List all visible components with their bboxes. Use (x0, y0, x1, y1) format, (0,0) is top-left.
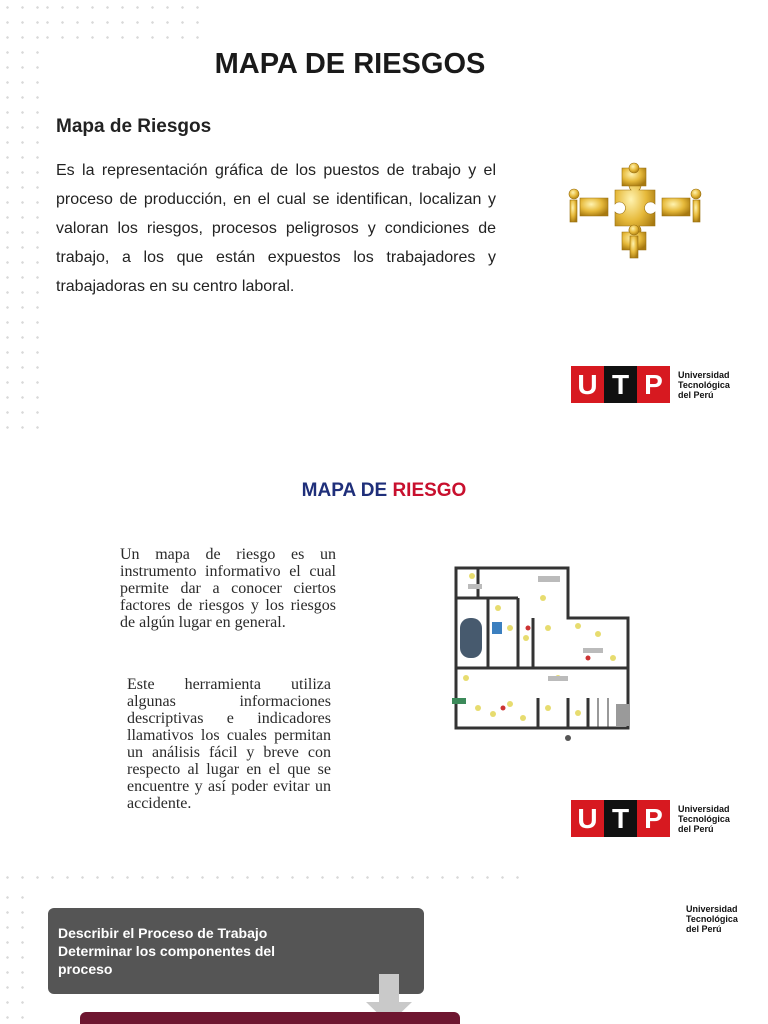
definition-paragraph: Es la representación gráfica de los puestos de trabajo y el proceso de producción, en el cual se identifican, localizan y valoran los riesgos, procesos peligrosos y condiciones de trabajo, a los que están expuestos los trabajadores y trabajadoras en su centro laboral. (56, 162, 496, 295)
next-step-bar (80, 1012, 460, 1024)
slide-title: MAPA DE RIESGOS (214, 48, 486, 80)
tool-paragraph: Este herramienta utiliza algunas informaciones descriptivas e indicadores llamativos los cuales permitan un análisis fácil y breve con respecto al lugar en el que se encuentre y así poder evitar un accidente. (127, 676, 331, 812)
logo-line: Tecnológica (678, 813, 730, 824)
logo-university-name (678, 804, 730, 834)
logo-line: Universidad (678, 369, 730, 380)
logo-line: del Perú (678, 823, 714, 834)
puzzle-people-icon (560, 160, 710, 270)
dot-pattern (40, 0, 200, 40)
logo-university-name (678, 370, 730, 400)
utp-logo (571, 800, 730, 837)
title-part-red: RIESGO (392, 480, 467, 501)
logo-line: Tecnológica (678, 379, 730, 390)
title-part-blue: MAPA DE (301, 480, 388, 501)
logo-line: Tecnológica (686, 914, 738, 924)
logo-line: Universidad (678, 803, 730, 814)
logo-letter-u: U (571, 800, 604, 837)
logo-university-name (686, 904, 738, 934)
logo-letter-t: T (604, 366, 637, 403)
utp-logo (571, 366, 730, 403)
slide-mapa-de-riesgo (0, 440, 768, 870)
dot-pattern (0, 870, 520, 890)
slide-title (0, 480, 768, 502)
process-step-line: Describir el Proceso de Trabajo (58, 925, 268, 941)
slide-mapa-de-riesgos (0, 0, 768, 440)
logo-line: del Perú (686, 924, 722, 934)
logo-line: del Perú (678, 389, 714, 400)
logo-letter-u: U (571, 366, 604, 403)
description-paragraph: Un mapa de riesgo es un instrumento informativo el cual permite dar a conocer ciertos factores de riesgos y los riesgos de algún lugar en general. (120, 546, 336, 631)
logo-letter-p: P (637, 800, 670, 837)
floor-plan-icon (448, 558, 638, 744)
logo-letter-t: T (604, 800, 637, 837)
section-subtitle: Mapa de Riesgos (56, 116, 212, 137)
logo-line: Universidad (686, 904, 738, 914)
logo-letter-p: P (637, 366, 670, 403)
process-step-line: proceso (58, 961, 113, 977)
dot-pattern (0, 890, 30, 1024)
process-step-line: Determinar los componentes del (58, 943, 276, 959)
slide-proceso (0, 870, 768, 1024)
